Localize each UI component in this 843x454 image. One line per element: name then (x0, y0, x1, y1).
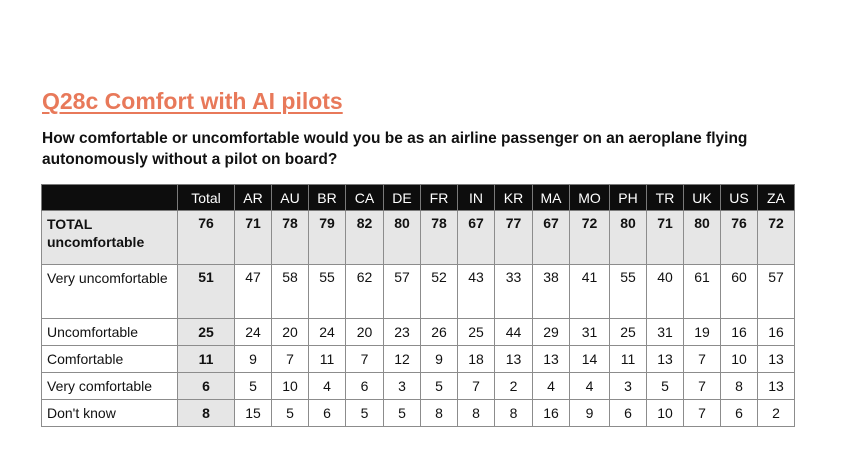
country-cell: 6 (346, 373, 384, 400)
column-header: US (721, 185, 758, 211)
total-cell: 8 (178, 400, 235, 427)
country-cell: 78 (272, 211, 309, 265)
country-cell: 7 (272, 346, 309, 373)
total-cell: 25 (178, 319, 235, 346)
row-label: Comfortable (42, 346, 178, 373)
row-label: Uncomfortable (42, 319, 178, 346)
country-cell: 47 (235, 265, 272, 319)
country-cell: 79 (309, 211, 346, 265)
country-cell: 57 (758, 265, 795, 319)
table-row (42, 265, 795, 319)
column-header: BR (309, 185, 346, 211)
column-header: KR (495, 185, 533, 211)
country-cell: 10 (647, 400, 684, 427)
country-cell: 10 (721, 346, 758, 373)
country-cell: 80 (610, 211, 647, 265)
country-cell: 58 (272, 265, 309, 319)
country-cell: 26 (421, 319, 458, 346)
country-cell: 13 (758, 346, 795, 373)
country-cell: 41 (570, 265, 610, 319)
results-table (41, 184, 795, 427)
page-title: Q28c Comfort with AI pilots (42, 88, 343, 114)
country-cell: 20 (346, 319, 384, 346)
country-cell: 55 (309, 265, 346, 319)
country-cell: 15 (235, 400, 272, 427)
country-cell: 52 (421, 265, 458, 319)
country-cell: 6 (721, 400, 758, 427)
table-row (42, 346, 795, 373)
country-cell: 14 (570, 346, 610, 373)
country-cell: 2 (758, 400, 795, 427)
column-header: Total (178, 185, 235, 211)
country-cell: 72 (758, 211, 795, 265)
column-header: MO (570, 185, 610, 211)
country-cell: 82 (346, 211, 384, 265)
country-cell: 13 (647, 346, 684, 373)
column-header: MA (533, 185, 570, 211)
row-label: Very uncomfortable (42, 265, 178, 319)
country-cell: 31 (570, 319, 610, 346)
total-cell: 51 (178, 265, 235, 319)
total-cell: 76 (178, 211, 235, 265)
country-cell: 7 (458, 373, 495, 400)
country-cell: 9 (570, 400, 610, 427)
country-cell: 80 (684, 211, 721, 265)
country-cell: 43 (458, 265, 495, 319)
country-cell: 67 (458, 211, 495, 265)
table-row (42, 400, 795, 427)
table-header-row (42, 185, 795, 211)
country-cell: 24 (309, 319, 346, 346)
country-cell: 18 (458, 346, 495, 373)
country-cell: 24 (235, 319, 272, 346)
column-header: DE (384, 185, 421, 211)
column-header: FR (421, 185, 458, 211)
country-cell: 7 (684, 373, 721, 400)
country-cell: 3 (384, 373, 421, 400)
country-cell: 5 (272, 400, 309, 427)
country-cell: 5 (421, 373, 458, 400)
country-cell: 31 (647, 319, 684, 346)
country-cell: 25 (610, 319, 647, 346)
column-header: AR (235, 185, 272, 211)
header-corner (42, 185, 178, 211)
country-cell: 13 (495, 346, 533, 373)
country-cell: 9 (421, 346, 458, 373)
table-row (42, 319, 795, 346)
country-cell: 38 (533, 265, 570, 319)
country-cell: 60 (721, 265, 758, 319)
country-cell: 16 (533, 400, 570, 427)
country-cell: 8 (458, 400, 495, 427)
row-label: Very comfortable (42, 373, 178, 400)
column-header: PH (610, 185, 647, 211)
row-label: Don't know (42, 400, 178, 427)
country-cell: 33 (495, 265, 533, 319)
country-cell: 25 (458, 319, 495, 346)
country-cell: 2 (495, 373, 533, 400)
country-cell: 11 (309, 346, 346, 373)
country-cell: 13 (758, 373, 795, 400)
country-cell: 6 (610, 400, 647, 427)
country-cell: 40 (647, 265, 684, 319)
table-row (42, 373, 795, 400)
country-cell: 7 (346, 346, 384, 373)
column-header: CA (346, 185, 384, 211)
country-cell: 20 (272, 319, 309, 346)
next-section-title-cropped (42, 446, 322, 454)
table-row (42, 211, 795, 265)
country-cell: 71 (235, 211, 272, 265)
country-cell: 80 (384, 211, 421, 265)
country-cell: 6 (309, 400, 346, 427)
country-cell: 78 (421, 211, 458, 265)
country-cell: 12 (384, 346, 421, 373)
country-cell: 13 (533, 346, 570, 373)
country-cell: 4 (533, 373, 570, 400)
country-cell: 8 (421, 400, 458, 427)
country-cell: 16 (721, 319, 758, 346)
country-cell: 23 (384, 319, 421, 346)
country-cell: 57 (384, 265, 421, 319)
country-cell: 55 (610, 265, 647, 319)
country-cell: 8 (721, 373, 758, 400)
country-cell: 4 (570, 373, 610, 400)
country-cell: 62 (346, 265, 384, 319)
column-header: IN (458, 185, 495, 211)
country-cell: 76 (721, 211, 758, 265)
country-cell: 3 (610, 373, 647, 400)
country-cell: 71 (647, 211, 684, 265)
row-label: TOTAL uncomfortable (42, 211, 178, 265)
country-cell: 5 (647, 373, 684, 400)
country-cell: 9 (235, 346, 272, 373)
country-cell: 77 (495, 211, 533, 265)
column-header: ZA (758, 185, 795, 211)
country-cell: 4 (309, 373, 346, 400)
country-cell: 44 (495, 319, 533, 346)
country-cell: 5 (346, 400, 384, 427)
country-cell: 11 (610, 346, 647, 373)
country-cell: 10 (272, 373, 309, 400)
country-cell: 61 (684, 265, 721, 319)
country-cell: 67 (533, 211, 570, 265)
country-cell: 8 (495, 400, 533, 427)
total-cell: 6 (178, 373, 235, 400)
column-header: TR (647, 185, 684, 211)
country-cell: 7 (684, 346, 721, 373)
country-cell: 5 (235, 373, 272, 400)
country-cell: 72 (570, 211, 610, 265)
total-cell: 11 (178, 346, 235, 373)
country-cell: 29 (533, 319, 570, 346)
country-cell: 19 (684, 319, 721, 346)
column-header: UK (684, 185, 721, 211)
column-header: AU (272, 185, 309, 211)
country-cell: 5 (384, 400, 421, 427)
survey-question: How comfortable or uncomfortable would you be as an airline passenger on an aeroplane flying autonomously without a pilot on board? (42, 130, 748, 168)
country-cell: 7 (684, 400, 721, 427)
country-cell: 16 (758, 319, 795, 346)
